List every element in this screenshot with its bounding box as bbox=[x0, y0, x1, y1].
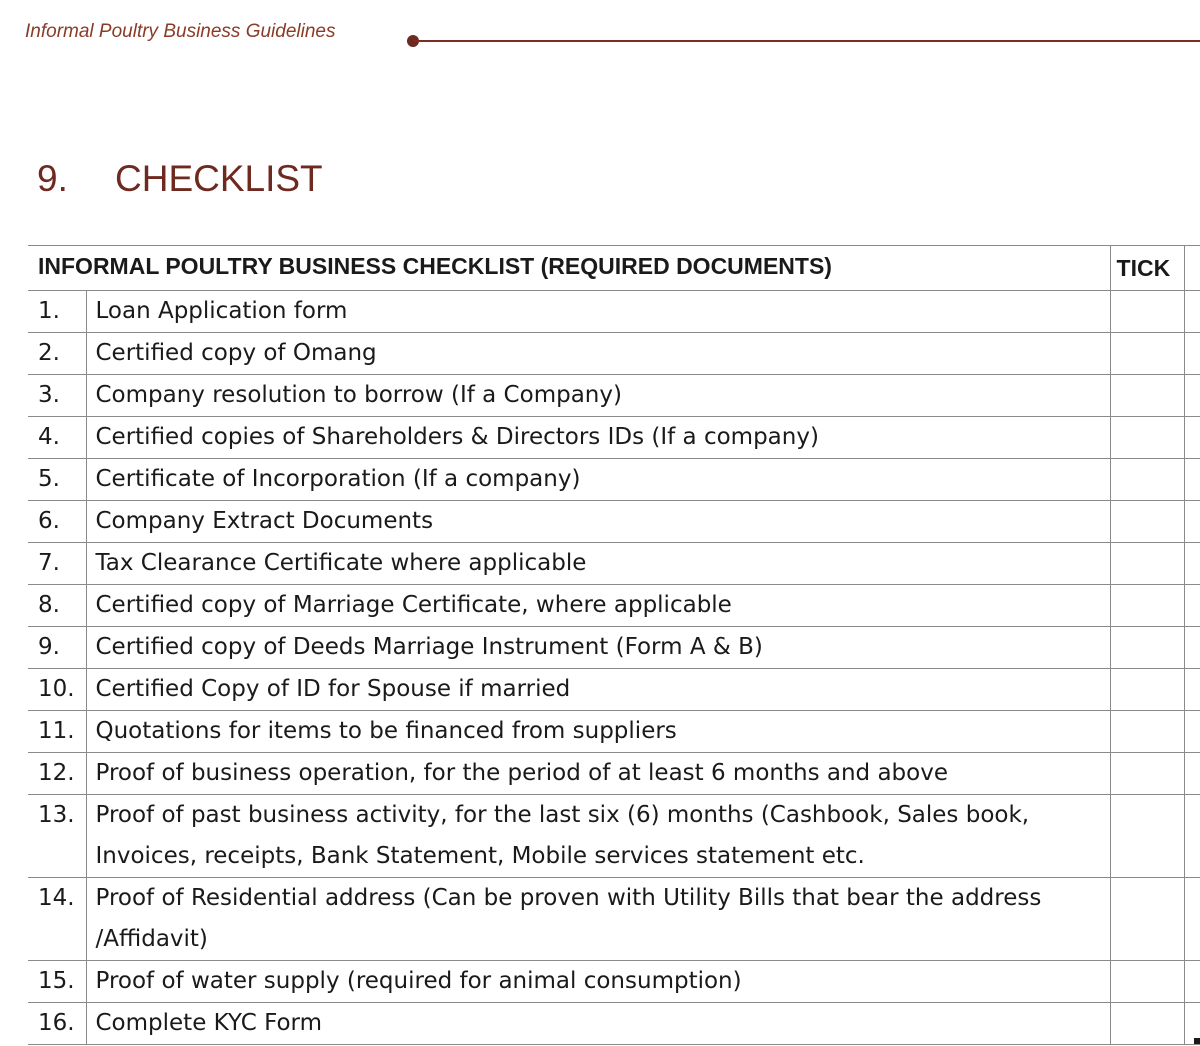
item-number: 11. bbox=[28, 711, 86, 753]
table-edge-cell bbox=[1184, 291, 1200, 333]
table-edge-cell bbox=[1184, 585, 1200, 627]
item-number: 8. bbox=[28, 585, 86, 627]
section-title: CHECKLIST bbox=[115, 158, 323, 199]
running-header: Informal Poultry Business Guidelines bbox=[25, 21, 336, 42]
item-description: Quotations for items to be financed from suppliers bbox=[86, 711, 1110, 753]
item-description: Complete KYC Form bbox=[86, 1003, 1110, 1045]
tick-cell[interactable] bbox=[1110, 753, 1184, 795]
item-number: 5. bbox=[28, 459, 86, 501]
item-number: 3. bbox=[28, 375, 86, 417]
item-description: Certified Copy of ID for Spouse if married bbox=[86, 669, 1110, 711]
item-description: Proof of Residential address (Can be proven with Utility Bills that bear the address /Affidavit) bbox=[86, 878, 1110, 961]
table-row bbox=[28, 291, 1200, 333]
tick-cell[interactable] bbox=[1110, 878, 1184, 961]
table-edge-cell bbox=[1184, 543, 1200, 585]
table-row bbox=[28, 961, 1200, 1003]
item-description: Certified copy of Marriage Certificate, where applicable bbox=[86, 585, 1110, 627]
item-number: 12. bbox=[28, 753, 86, 795]
table-edge-cell bbox=[1184, 711, 1200, 753]
table-edge-cell bbox=[1184, 878, 1200, 961]
item-number: 2. bbox=[28, 333, 86, 375]
checklist-body bbox=[28, 291, 1200, 1045]
checklist-table bbox=[28, 245, 1200, 1045]
table-edge-cell bbox=[1184, 333, 1200, 375]
item-number: 1. bbox=[28, 291, 86, 333]
table-edge-cell bbox=[1184, 375, 1200, 417]
tick-cell[interactable] bbox=[1110, 711, 1184, 753]
table-edge-cell bbox=[1184, 501, 1200, 543]
item-number: 13. bbox=[28, 795, 86, 878]
table-row bbox=[28, 753, 1200, 795]
table-row bbox=[28, 333, 1200, 375]
tick-cell[interactable] bbox=[1110, 543, 1184, 585]
tick-cell[interactable] bbox=[1110, 669, 1184, 711]
table-edge-cell bbox=[1184, 669, 1200, 711]
tick-cell[interactable] bbox=[1110, 417, 1184, 459]
table-row bbox=[28, 585, 1200, 627]
tick-column-header: TICK bbox=[1110, 246, 1184, 291]
header-rule bbox=[414, 40, 1200, 42]
table-edge-cell bbox=[1184, 627, 1200, 669]
table-row bbox=[28, 417, 1200, 459]
table-header-row bbox=[28, 246, 1200, 291]
section-number: 9. bbox=[37, 158, 68, 199]
tick-cell[interactable] bbox=[1110, 795, 1184, 878]
item-description: Certified copy of Omang bbox=[86, 333, 1110, 375]
item-number: 15. bbox=[28, 961, 86, 1003]
table-edge-cell bbox=[1184, 459, 1200, 501]
item-description: Proof of business operation, for the period of at least 6 months and above bbox=[86, 753, 1110, 795]
item-description: Company resolution to borrow (If a Company) bbox=[86, 375, 1110, 417]
item-number: 14. bbox=[28, 878, 86, 961]
item-description: Tax Clearance Certificate where applicable bbox=[86, 543, 1110, 585]
item-description: Proof of water supply (required for animal consumption) bbox=[86, 961, 1110, 1003]
table-row bbox=[28, 543, 1200, 585]
table-row bbox=[28, 878, 1200, 961]
item-description: Proof of past business activity, for the last six (6) months (Cashbook, Sales book, Invoices, receipts, Bank Statement, Mobile services statement etc. bbox=[86, 795, 1110, 878]
item-number: 10. bbox=[28, 669, 86, 711]
tick-cell[interactable] bbox=[1110, 459, 1184, 501]
item-description: Company Extract Documents bbox=[86, 501, 1110, 543]
table-edge-cell bbox=[1184, 417, 1200, 459]
tick-cell[interactable] bbox=[1110, 291, 1184, 333]
item-number: 7. bbox=[28, 543, 86, 585]
item-description: Certificate of Incorporation (If a company) bbox=[86, 459, 1110, 501]
tick-cell[interactable] bbox=[1110, 585, 1184, 627]
tick-cell[interactable] bbox=[1110, 627, 1184, 669]
item-number: 4. bbox=[28, 417, 86, 459]
item-description: Loan Application form bbox=[86, 291, 1110, 333]
tick-cell[interactable] bbox=[1110, 375, 1184, 417]
table-row bbox=[28, 795, 1200, 878]
item-number: 6. bbox=[28, 501, 86, 543]
table-edge-cell bbox=[1184, 246, 1200, 291]
tick-cell[interactable] bbox=[1110, 961, 1184, 1003]
table-row bbox=[28, 375, 1200, 417]
table-row bbox=[28, 1003, 1200, 1045]
tick-cell[interactable] bbox=[1110, 1003, 1184, 1045]
tick-cell[interactable] bbox=[1110, 333, 1184, 375]
table-edge-cell bbox=[1184, 961, 1200, 1003]
table-row bbox=[28, 669, 1200, 711]
table-row bbox=[28, 501, 1200, 543]
table-row bbox=[28, 711, 1200, 753]
item-number: 9. bbox=[28, 627, 86, 669]
page-corner-mark bbox=[1194, 1038, 1200, 1044]
table-title: INFORMAL POULTRY BUSINESS CHECKLIST (REQUIRED DOCUMENTS) bbox=[28, 246, 1110, 291]
table-edge-cell bbox=[1184, 753, 1200, 795]
item-description: Certified copy of Deeds Marriage Instrument (Form A & B) bbox=[86, 627, 1110, 669]
table-row bbox=[28, 627, 1200, 669]
table-edge-cell bbox=[1184, 795, 1200, 878]
section-heading bbox=[37, 158, 323, 200]
tick-cell[interactable] bbox=[1110, 501, 1184, 543]
item-number: 16. bbox=[28, 1003, 86, 1045]
table-row bbox=[28, 459, 1200, 501]
item-description: Certified copies of Shareholders & Directors IDs (If a company) bbox=[86, 417, 1110, 459]
